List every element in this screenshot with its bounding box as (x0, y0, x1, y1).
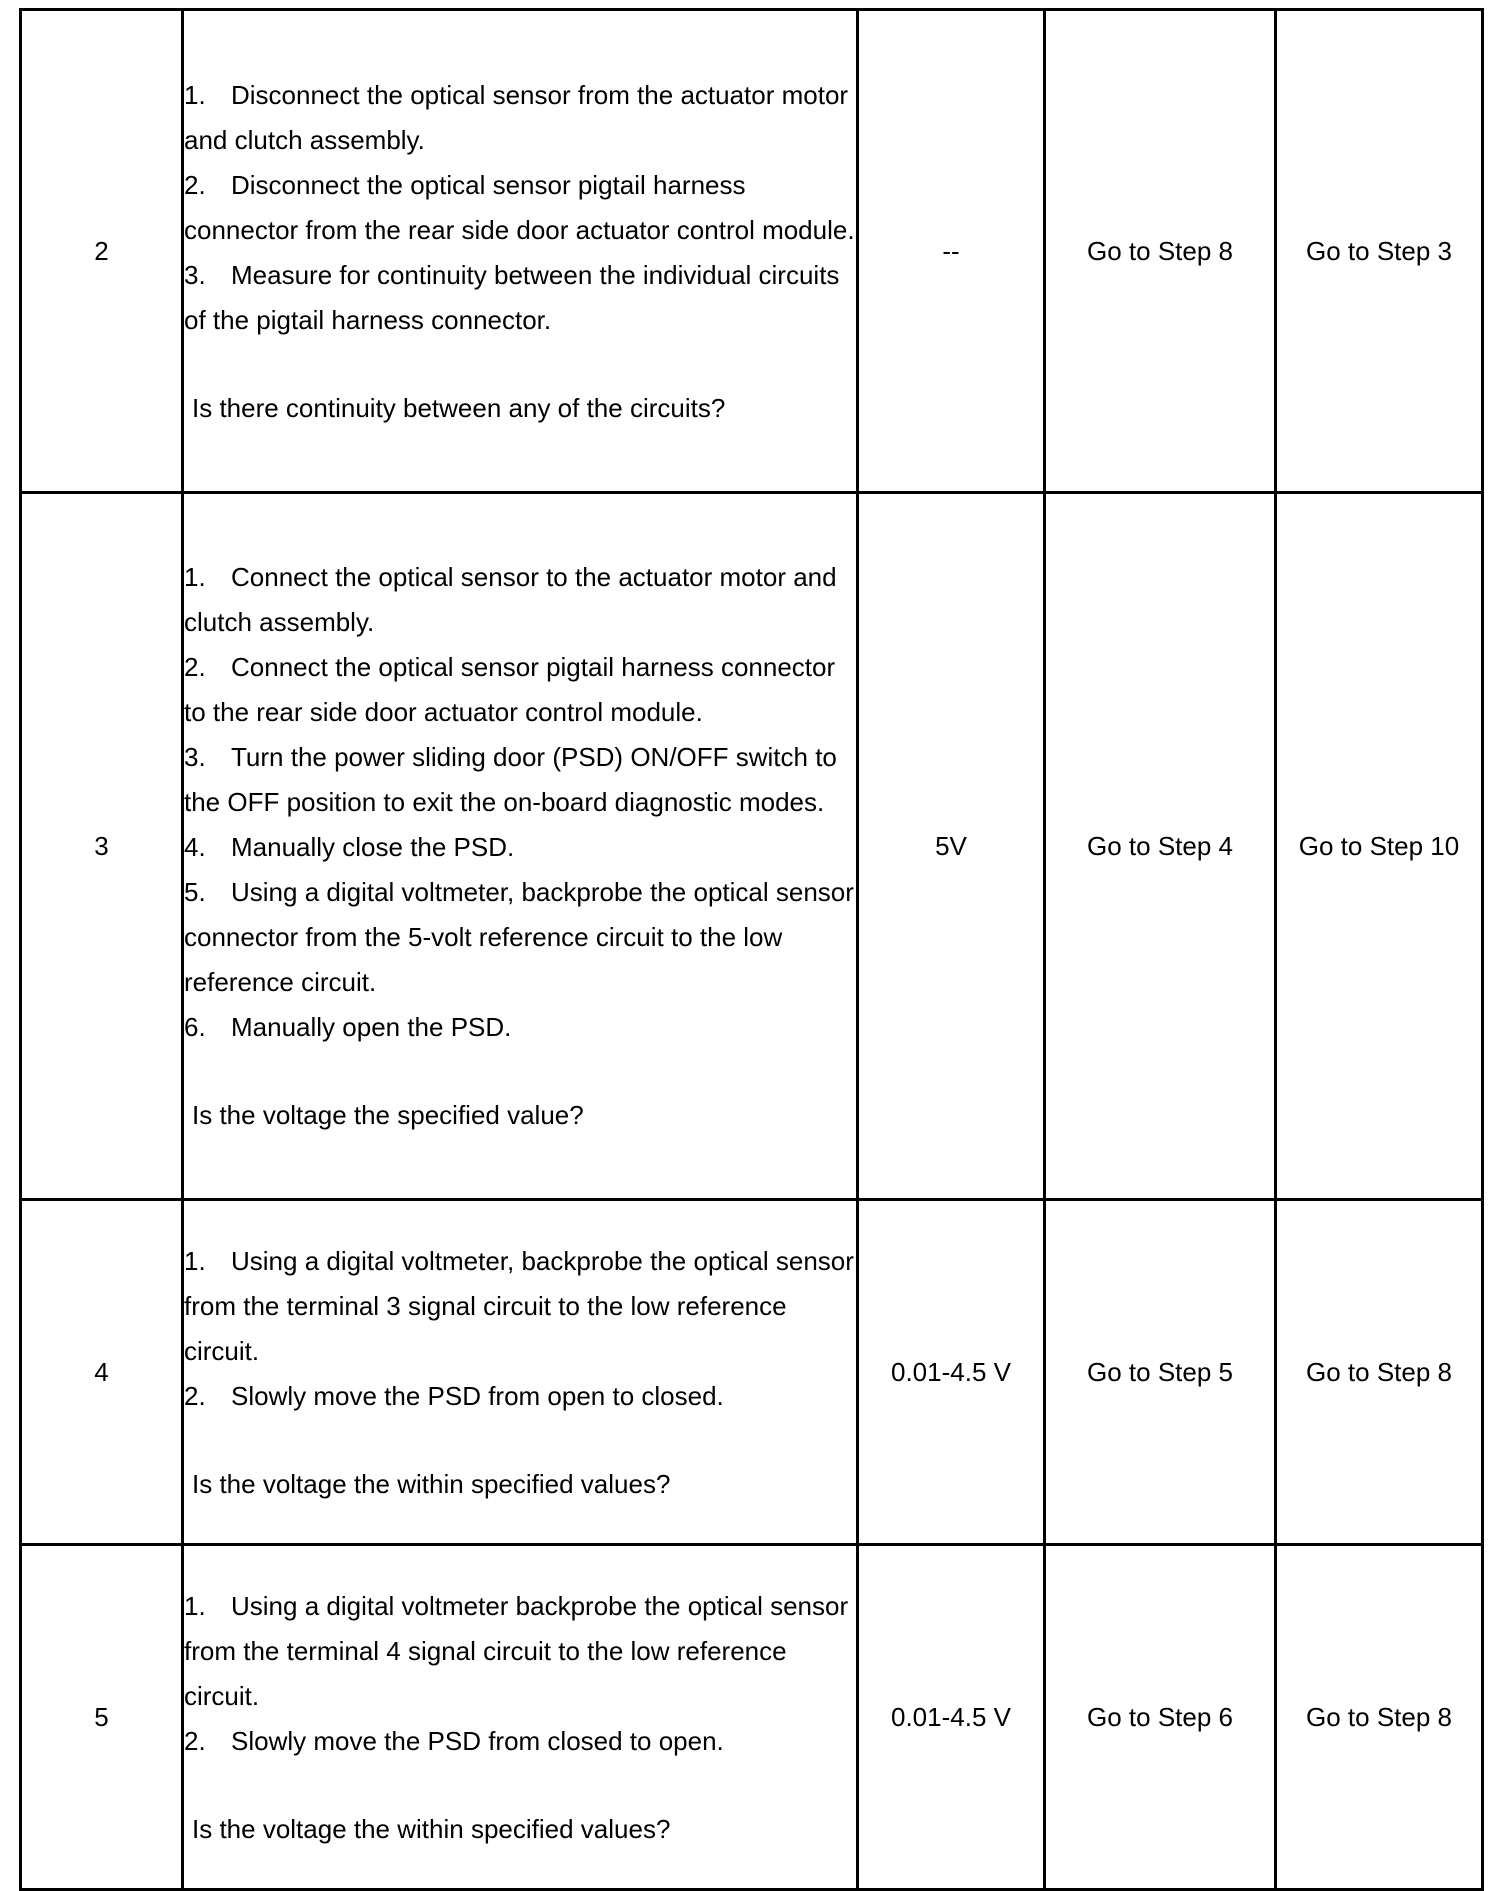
step-number: 5 (21, 1545, 183, 1890)
value-cell: 0.01-4.5 V (858, 1200, 1045, 1545)
table-row (21, 1200, 1483, 1545)
no-text: Go to Step 10 (1298, 831, 1460, 861)
question-text: Is the voltage the within specified values? (192, 1468, 671, 1499)
question-text: Is there continuity between any of the circuits? (192, 392, 726, 423)
no-text: Go to Step 8 (1306, 1702, 1452, 1732)
value-cell: 5V (858, 493, 1045, 1200)
action-item: 1. Using a digital voltmeter, backprobe the optical sensor from the terminal 3 signal circuit to the low reference circuit. (184, 1245, 854, 1366)
yes-cell: Go to Step 6 (1045, 1545, 1276, 1890)
step-number: 3 (21, 493, 183, 1200)
action-item: 1. Using a digital voltmeter backprobe the optical sensor from the terminal 4 signal circuit to the low reference circuit. (184, 1590, 849, 1711)
table-row (21, 10, 1483, 493)
table-row (21, 1545, 1483, 1890)
value-cell: -- (858, 10, 1045, 493)
action-item: 2. Slowly move the PSD from open to closed. (184, 1380, 724, 1411)
action-item: 3. Turn the power sliding door (PSD) ON/OFF switch to the OFF position to exit the on-board diagnostic modes. (184, 742, 837, 817)
step-number: 4 (21, 1200, 183, 1545)
yes-cell: Go to Step 4 (1045, 493, 1276, 1200)
no-cell (1276, 493, 1483, 1200)
action-cell (183, 493, 858, 1200)
table-row (21, 493, 1483, 1200)
action-item: 1. Disconnect the optical sensor from the actuator motor and clutch assembly. (184, 79, 849, 155)
diagnostic-table (19, 8, 1484, 1891)
no-cell (1276, 10, 1483, 493)
action-item: 2. Connect the optical sensor pigtail harness connector to the rear side door actuator control module. (184, 652, 836, 727)
step-number: 2 (21, 10, 183, 493)
question-text: Is the voltage the specified value? (192, 1100, 584, 1130)
action-item: 2. Slowly move the PSD from closed to open. (184, 1725, 724, 1756)
no-cell (1276, 1200, 1483, 1545)
no-text: Go to Step 3 (1306, 236, 1452, 266)
action-cell (183, 1200, 858, 1545)
action-item: 6. Manually open the PSD. (184, 1012, 512, 1042)
action-item: 3. Measure for continuity between the individual circuits of the pigtail harness connector. (184, 259, 840, 335)
question-text: Is the voltage the within specified values? (192, 1813, 671, 1844)
action-item: 5. Using a digital voltmeter, backprobe the optical sensor connector from the 5-volt reference circuit to the low reference circuit. (184, 877, 854, 997)
yes-cell: Go to Step 5 (1045, 1200, 1276, 1545)
action-item: 1. Connect the optical sensor to the actuator motor and clutch assembly. (184, 562, 837, 637)
yes-cell: Go to Step 8 (1045, 10, 1276, 493)
action-item: 2. Disconnect the optical sensor pigtail harness connector from the rear side door actuator control module. (184, 169, 855, 245)
no-cell (1276, 1545, 1483, 1890)
action-item: 4. Manually close the PSD. (184, 832, 515, 862)
value-cell: 0.01-4.5 V (858, 1545, 1045, 1890)
action-cell (183, 10, 858, 493)
action-cell (183, 1545, 858, 1890)
no-text: Go to Step 8 (1306, 1357, 1452, 1387)
